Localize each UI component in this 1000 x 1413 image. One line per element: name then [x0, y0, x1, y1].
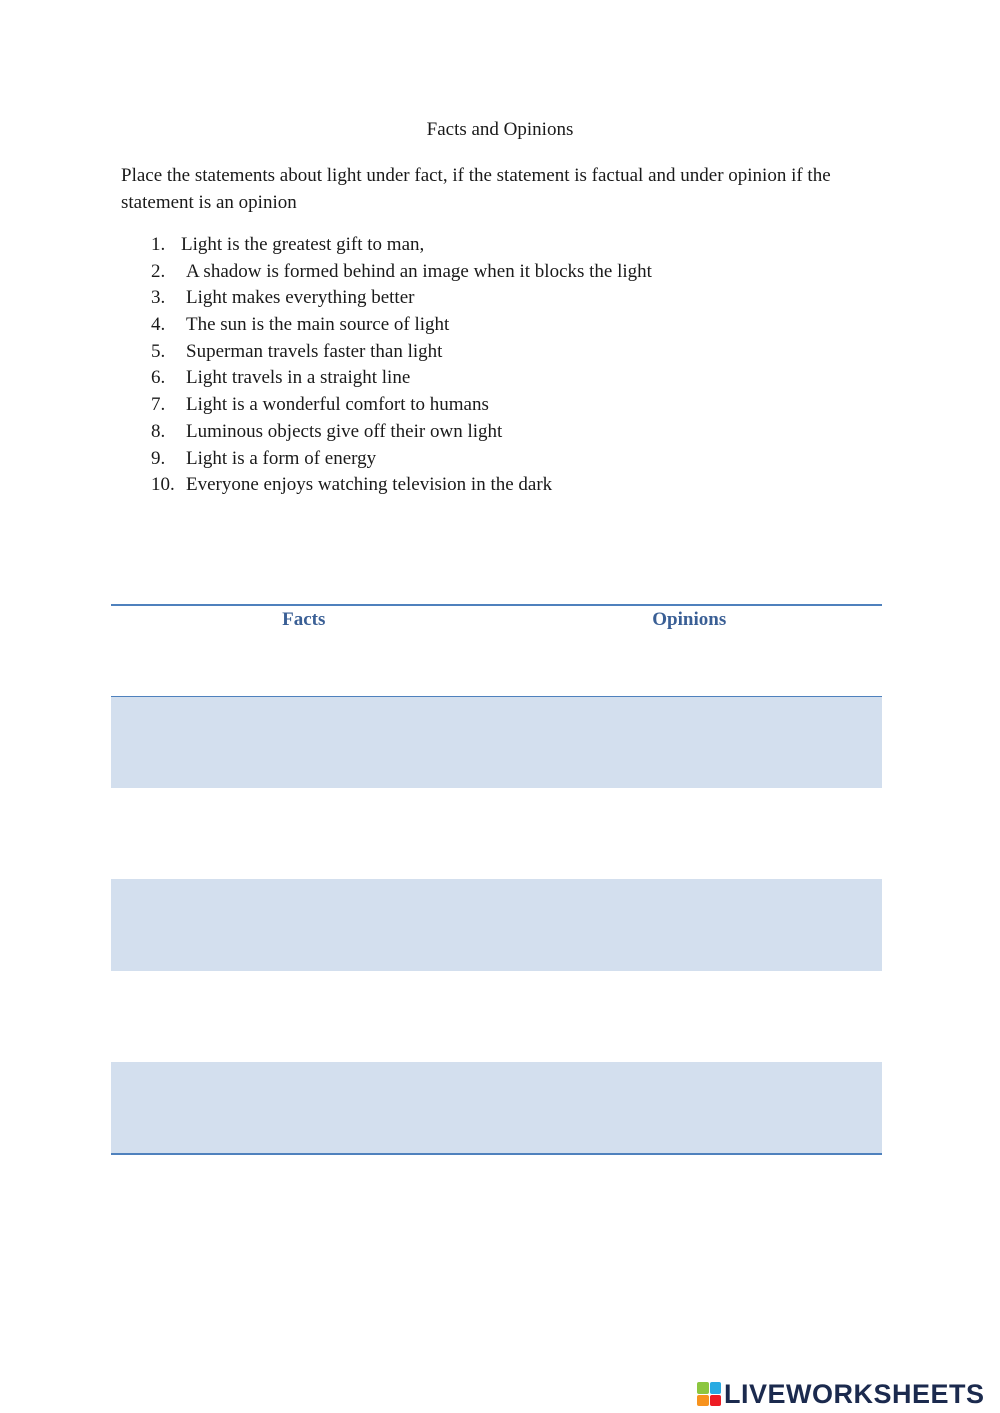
statement-text: Light is a form of energy — [186, 447, 377, 469]
statement-item — [151, 259, 652, 286]
table-row — [111, 971, 882, 1062]
statement-item — [151, 392, 652, 419]
opinions-drop-cell[interactable] — [497, 697, 883, 788]
statement-number: 8. — [151, 420, 166, 442]
statement-text: A shadow is formed behind an image when it blocks the light — [186, 260, 652, 282]
opinions-drop-cell[interactable] — [497, 971, 883, 1062]
statement-text: Light is the greatest gift to man, — [181, 234, 425, 255]
statement-number: 1. — [151, 234, 166, 255]
facts-opinions-table — [111, 604, 882, 1155]
statement-text: Light travels in a straight line — [186, 367, 411, 389]
statement-number: 4. — [151, 314, 166, 336]
facts-drop-cell[interactable] — [111, 971, 497, 1062]
opinions-column-header: Opinions — [652, 609, 727, 630]
table-row — [111, 697, 882, 788]
liveworksheets-logo-icon — [697, 1382, 721, 1406]
page-title: Facts and Opinions — [426, 119, 574, 140]
opinions-drop-cell[interactable] — [497, 1062, 883, 1153]
statement-text: The sun is the main source of light — [186, 314, 450, 336]
statement-item — [151, 232, 652, 259]
statement-number: 10. — [151, 474, 175, 496]
opinions-drop-cell[interactable] — [497, 879, 883, 970]
statement-number: 9. — [151, 447, 166, 469]
statement-number: 3. — [151, 287, 166, 309]
facts-drop-cell[interactable] — [111, 879, 497, 970]
instructions-text: Place the statements about light under fact, if the statement is factual and under opinion if the statement is an opinion — [121, 165, 831, 213]
statement-text: Everyone enjoys watching television in the dark — [186, 474, 553, 496]
table-row — [111, 788, 882, 879]
statement-item — [151, 339, 652, 366]
statement-number: 5. — [151, 340, 166, 362]
statement-number: 2. — [151, 260, 166, 282]
table-header — [111, 606, 882, 697]
statement-text: Light is a wonderful comfort to humans — [186, 394, 489, 416]
facts-column-header: Facts — [282, 609, 326, 630]
statement-text: Superman travels faster than light — [186, 340, 443, 362]
statement-item — [151, 446, 652, 473]
facts-drop-cell[interactable] — [111, 1062, 497, 1153]
statement-item — [151, 365, 652, 392]
statement-number: 6. — [151, 367, 166, 389]
statement-item — [151, 312, 652, 339]
statement-text: Luminous objects give off their own light — [186, 420, 503, 442]
statement-item — [151, 285, 652, 312]
table-row — [111, 1062, 882, 1153]
statement-item — [151, 419, 652, 446]
statement-item — [151, 472, 652, 499]
statement-list — [151, 232, 652, 499]
statement-number: 7. — [151, 394, 166, 416]
opinions-drop-cell[interactable] — [497, 788, 883, 879]
table-row — [111, 879, 882, 970]
statement-text: Light makes everything better — [186, 287, 415, 309]
facts-drop-cell[interactable] — [111, 697, 497, 788]
liveworksheets-brand — [697, 1378, 985, 1410]
brand-name: LIVEWORKSHEETS — [724, 1379, 985, 1409]
facts-drop-cell[interactable] — [111, 788, 497, 879]
